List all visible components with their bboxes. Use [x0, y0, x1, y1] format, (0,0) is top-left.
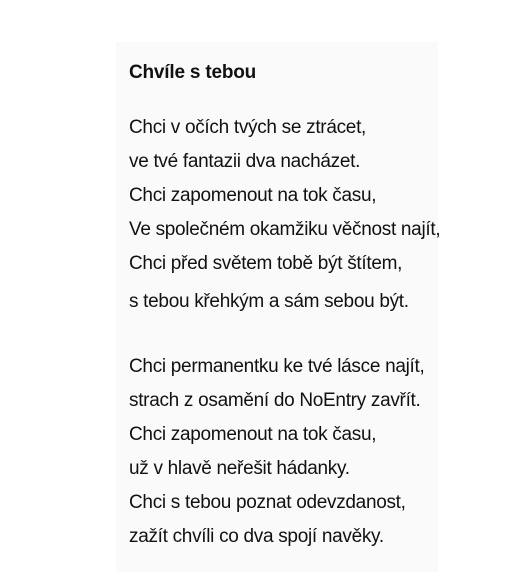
- poem-line: Chci s tebou poznat odevzdanost,: [129, 492, 406, 513]
- poem-line: Chci v očích tvých se ztrácet,: [129, 117, 367, 138]
- stanza-2: [129, 356, 424, 560]
- poem-line: Chci permanentku ke tvé lásce najít,: [129, 356, 425, 377]
- poem-line: zažít chvíli co dva spojí navěky.: [129, 526, 384, 547]
- poem-title: Chvíle s tebou: [129, 62, 257, 83]
- poem-line: Chci zapomenout na tok času,: [129, 424, 377, 445]
- poem-line: Chci zapomenout na tok času,: [129, 185, 377, 206]
- poem-line: strach z osamění do NoEntry zavřít.: [129, 390, 421, 411]
- poem-line: už v hlavě neřešit hádanky.: [129, 458, 350, 479]
- stanza-1: [129, 117, 440, 325]
- poem-line: Chci před světem tobě být štítem,: [129, 253, 403, 274]
- poem-line: Ve společném okamžiku věčnost najít,: [129, 219, 441, 240]
- poem-line: ve tvé fantazii dva nacházet.: [129, 151, 361, 172]
- poem-line: s tebou křehkým a sám sebou být.: [129, 291, 409, 312]
